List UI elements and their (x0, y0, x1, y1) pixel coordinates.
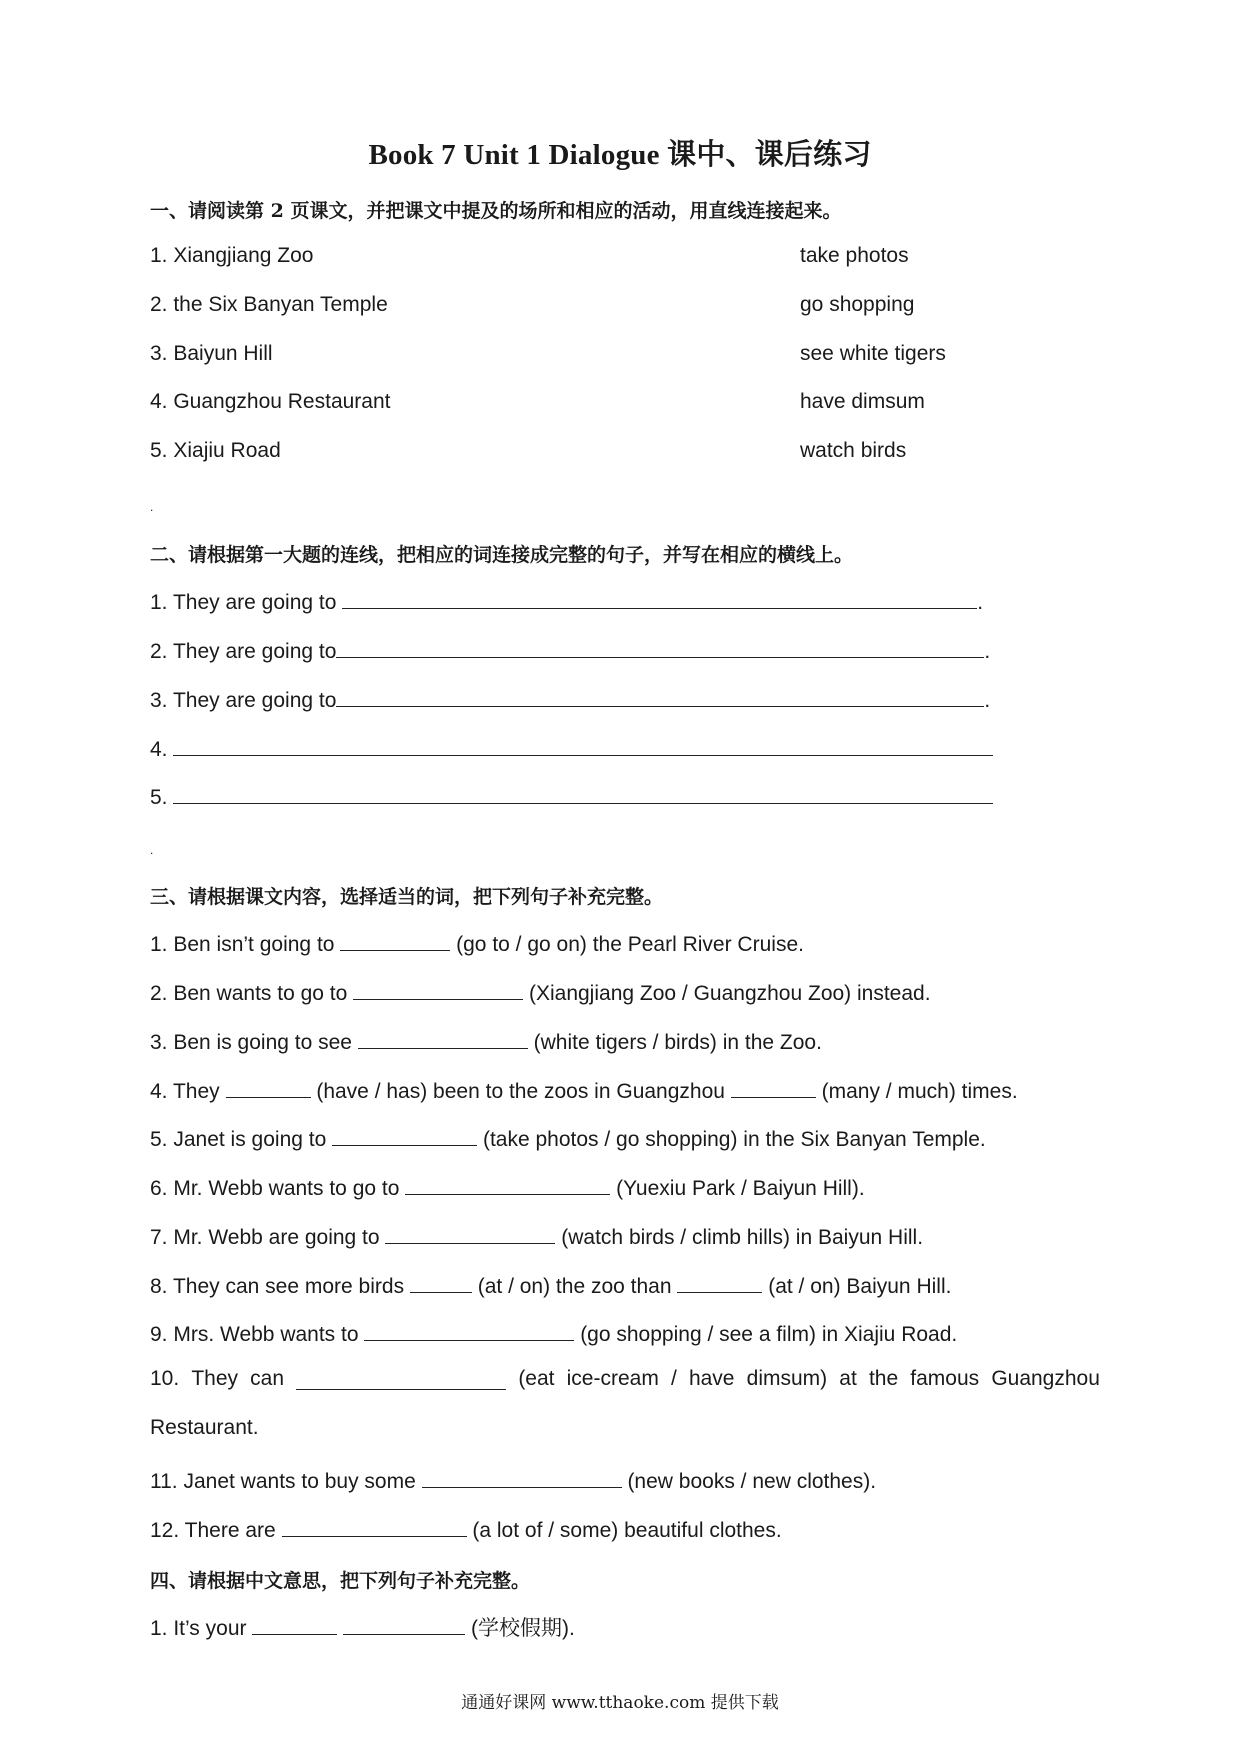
answer-blank[interactable] (410, 1270, 472, 1293)
question-line (150, 1367, 1100, 1391)
question-text: (white tigers / birds) in the Zoo. (527, 1031, 822, 1054)
sentence-prefix: 2. They are going to (150, 640, 337, 663)
answer-blank[interactable] (677, 1270, 762, 1293)
question-line-continued (150, 1416, 259, 1440)
answer-blank[interactable] (336, 635, 984, 658)
question-text: They (191, 1367, 239, 1390)
answer-blank[interactable] (343, 1612, 465, 1635)
sentence-line (150, 586, 983, 615)
question-text: 6. Mr. Webb wants to go to (150, 1177, 406, 1200)
question-text: at (839, 1367, 857, 1390)
question-text: 3. Ben is going to see (150, 1031, 358, 1054)
question-line (150, 1026, 822, 1055)
answer-blank[interactable] (405, 1172, 610, 1195)
question-text: 11. Janet wants to buy some (150, 1470, 422, 1493)
answer-blank[interactable] (364, 1318, 574, 1341)
activity-item: see white tigers (800, 342, 946, 365)
question-text: famous (910, 1367, 980, 1390)
question-line (150, 1612, 575, 1642)
question-text: (a lot of / some) beautiful clothes. (466, 1519, 782, 1542)
question-text: 12. There are (150, 1519, 282, 1542)
section-2-heading: 二、请根据第一大题的连线，把相应的词连接成完整的句子，并写在相应的横线上。 (150, 544, 854, 566)
question-line (150, 1123, 986, 1152)
question-text: 5. Janet is going to (150, 1128, 333, 1151)
question-text: 4. They (150, 1080, 226, 1103)
question-text: Guangzhou (991, 1367, 1100, 1390)
question-text: 2. Ben wants to go to (150, 982, 354, 1005)
question-text: 1. It’s your (150, 1617, 253, 1640)
sentence-line (150, 733, 993, 762)
question-text: (many / much) times. (815, 1080, 1018, 1103)
period: . (984, 640, 991, 663)
place-item: 2. the Six Banyan Temple (150, 293, 388, 316)
footer-credit: 通通好课网 www.tthaoke.com 提供下载 (461, 1693, 779, 1713)
answer-blank[interactable] (252, 1612, 337, 1635)
place-item: 5. Xiajiu Road (150, 439, 281, 462)
question-text: (take photos / go shopping) in the Six Banyan Temple. (477, 1128, 986, 1151)
stray-dot: . (150, 500, 154, 514)
question-text: (watch birds / climb hills) in Baiyun Hill. (555, 1226, 924, 1249)
place-item: 4. Guangzhou Restaurant (150, 390, 391, 413)
question-text: ice-cream (566, 1367, 659, 1390)
question-line (150, 977, 931, 1006)
sentence-prefix: 5. (150, 786, 174, 809)
question-text: (Yuexiu Park / Baiyun Hill). (610, 1177, 865, 1200)
question-text: (学校假期). (465, 1617, 575, 1640)
question-text: dimsum) (746, 1367, 828, 1390)
question-text: the (868, 1367, 899, 1390)
section-1-heading: 一、请阅读第 2 页课文，并把课文中提及的场所和相应的活动，用直线连接起来。 (150, 200, 842, 222)
question-line (150, 1465, 876, 1494)
question-text: can (250, 1367, 285, 1390)
sentence-line (150, 684, 990, 713)
question-text: 9. Mrs. Webb wants to (150, 1323, 365, 1346)
question-text: (have / has) been to the zoos in Guangzhou (310, 1080, 731, 1103)
question-text: (Xiangjiang Zoo / Guangzhou Zoo) instead. (523, 982, 931, 1005)
place-item: 3. Baiyun Hill (150, 342, 273, 365)
answer-blank[interactable] (342, 586, 977, 609)
question-text: (new books / new clothes). (621, 1470, 877, 1493)
question-text: (eat (518, 1367, 555, 1390)
question-text: Restaurant. (150, 1416, 259, 1439)
question-line (150, 1270, 951, 1299)
stray-dot: . (150, 843, 154, 857)
question-text: (go to / go on) the Pearl River Cruise. (450, 933, 804, 956)
answer-blank[interactable] (296, 1367, 506, 1390)
answer-blank[interactable] (731, 1075, 816, 1098)
question-text: 10. (150, 1367, 180, 1390)
sentence-prefix: 3. They are going to (150, 689, 337, 712)
question-line (150, 1318, 957, 1347)
activity-item: take photos (800, 244, 909, 267)
question-text: 8. They can see more birds (150, 1275, 410, 1298)
question-text: 7. Mr. Webb are going to (150, 1226, 386, 1249)
answer-blank[interactable] (385, 1221, 555, 1244)
activity-item: watch birds (800, 439, 907, 462)
sentence-prefix: 4. (150, 738, 174, 761)
answer-blank[interactable] (358, 1026, 528, 1049)
question-text: / (670, 1367, 677, 1390)
period: . (977, 591, 984, 614)
question-line (150, 1075, 1018, 1104)
answer-blank[interactable] (173, 781, 993, 804)
activity-item: have dimsum (800, 390, 925, 413)
activity-item: go shopping (800, 293, 915, 316)
question-line (150, 928, 804, 957)
answer-blank[interactable] (282, 1514, 467, 1537)
period: . (984, 689, 991, 712)
answer-blank[interactable] (226, 1075, 311, 1098)
question-line (150, 1514, 782, 1543)
question-text: have (688, 1367, 735, 1390)
sentence-line (150, 635, 990, 664)
answer-blank[interactable] (353, 977, 523, 1000)
section-3-heading: 三、请根据课文内容，选择适当的词，把下列句子补充完整。 (150, 886, 664, 908)
answer-blank[interactable] (332, 1123, 477, 1146)
question-line (150, 1221, 923, 1250)
answer-blank[interactable] (340, 928, 450, 951)
question-line (150, 1172, 865, 1201)
place-item: 1. Xiangjiang Zoo (150, 244, 314, 267)
sentence-line (150, 781, 993, 810)
question-text: (at / on) the zoo than (471, 1275, 678, 1298)
sentence-prefix: 1. They are going to (150, 591, 343, 614)
question-text: (go shopping / see a film) in Xiajiu Road. (574, 1323, 958, 1346)
answer-blank[interactable] (336, 684, 984, 707)
section-4-heading: 四、请根据中文意思，把下列句子补充完整。 (150, 1570, 531, 1592)
question-text: 1. Ben isn’t going to (150, 933, 341, 956)
page-title: Book 7 Unit 1 Dialogue 课中、课后练习 (368, 139, 872, 171)
answer-blank[interactable] (173, 733, 993, 756)
question-text: (at / on) Baiyun Hill. (762, 1275, 952, 1298)
answer-blank[interactable] (422, 1465, 622, 1488)
